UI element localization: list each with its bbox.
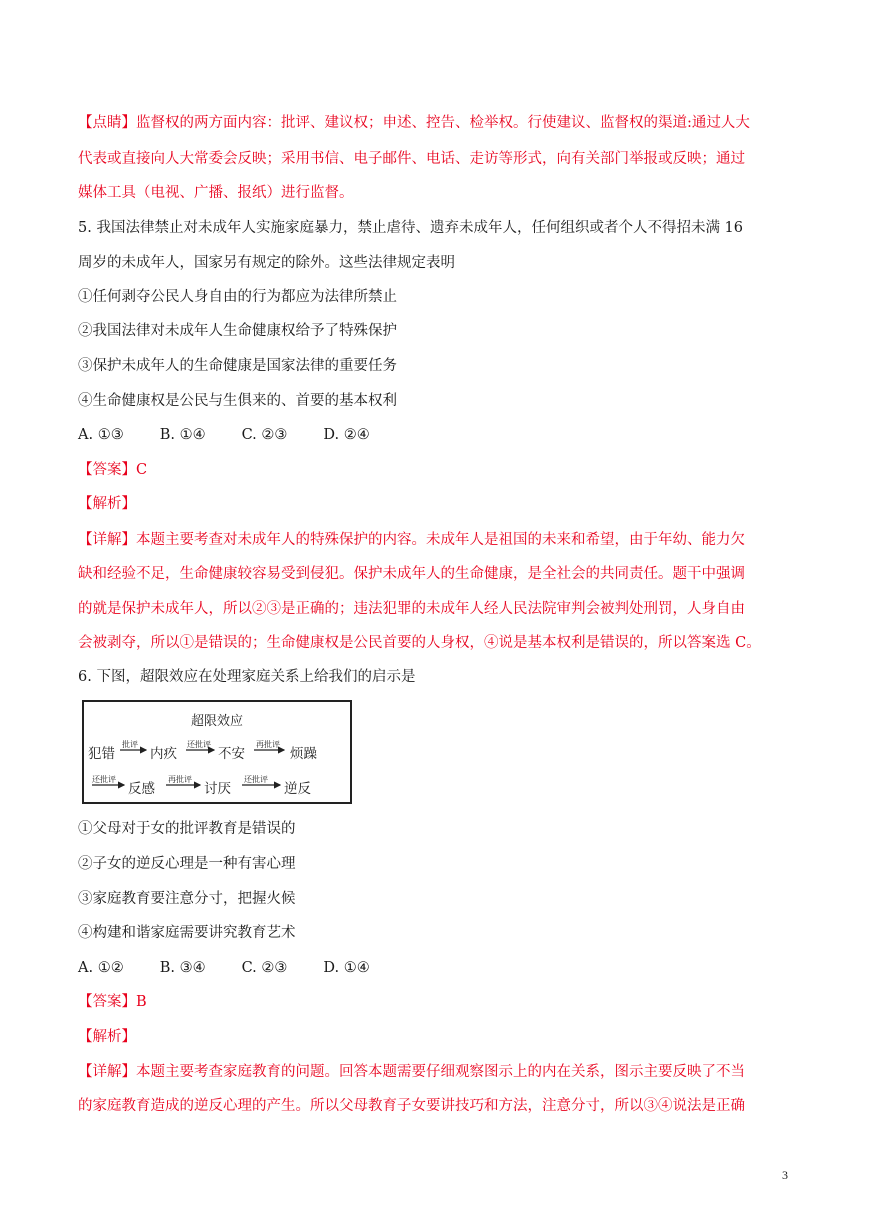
q5-options bbox=[78, 425, 406, 445]
q6-analysis-label: 【解析】 bbox=[78, 1029, 136, 1045]
diagram-node: 烦躁 bbox=[290, 746, 317, 762]
q5-statement-1: ①任何剥夺公民人身自由的行为都应为法律所禁止 bbox=[78, 289, 397, 305]
overload-effect-diagram bbox=[82, 700, 352, 804]
q6-answer-label: 【答案】 bbox=[78, 994, 136, 1010]
q5-detail-line-3: 的就是保护未成年人，所以②③是正确的；违法犯罪的未成年人经人民法院审判会被判处刑罚，人身自由 bbox=[78, 601, 745, 617]
q5-option-c: C. ②③ bbox=[241, 427, 288, 443]
diagram-arrow-label: 批评 bbox=[122, 740, 138, 749]
diagram-title: 超限效应 bbox=[190, 714, 243, 729]
diagram-arrow-label: 再批评 bbox=[168, 775, 192, 784]
q5-answer-value: C bbox=[136, 462, 148, 478]
diagram-arrow-label: 再批评 bbox=[256, 740, 280, 749]
q6-stem: 6. 下图，超限效应在处理家庭关系上给我们的启示是 bbox=[78, 669, 416, 685]
q6-answer-value: B bbox=[136, 994, 147, 1010]
diagram-node: 犯错 bbox=[88, 746, 115, 762]
diagram-node: 不安 bbox=[218, 746, 245, 762]
q5-stem-line-2: 周岁的未成年人，国家另有规定的除外。这些法律规定表明 bbox=[78, 255, 455, 271]
q6-detail-line-1: 【详解】本题主要考查家庭教育的问题。回答本题需要仔细观察图示上的内在关系，图示主要反映了不当 bbox=[78, 1064, 745, 1080]
q6-option-b: B. ③④ bbox=[159, 960, 206, 976]
tip-line-1: 【点睛】监督权的两方面内容：批评、建议权；申述、控告、检举权。行使建议、监督权的渠道:通过人大 bbox=[78, 115, 750, 131]
q5-statement-2: ②我国法律对未成年人生命健康权给予了特殊保护 bbox=[78, 323, 397, 339]
q5-stem-line-1: 5. 我国法律禁止对未成年人实施家庭暴力，禁止虐待、遗弃未成年人，任何组织或者个人不得招未满 16 bbox=[78, 220, 743, 236]
q5-statement-4: ④生命健康权是公民与生俱来的、首要的基本权利 bbox=[78, 393, 397, 409]
q6-option-c: C. ②③ bbox=[241, 960, 288, 976]
tip-line-2: 代表或直接向人大常委会反映；采用书信、电子邮件、电话、走访等形式，向有关部门举报或反映；通过 bbox=[78, 151, 745, 167]
q5-detail-line-2: 缺和经验不足，生命健康较容易受到侵犯。保护未成年人的生命健康，是全社会的共同责任。题干中强调 bbox=[78, 566, 745, 582]
diagram-node: 内疚 bbox=[150, 746, 177, 762]
diagram-arrow-label: 还批评 bbox=[187, 740, 211, 749]
q5-detail-line-4: 会被剥夺，所以①是错误的；生命健康权是公民首要的人身权，④说是基本权利是错误的，所以答案选 C。 bbox=[78, 635, 761, 651]
q5-detail-line-1: 【详解】本题主要考查对未成年人的特殊保护的内容。未成年人是祖国的未来和希望，由于年幼、能力欠 bbox=[78, 532, 745, 548]
q5-option-b: B. ①④ bbox=[159, 427, 206, 443]
q5-option-d: D. ②④ bbox=[323, 427, 370, 443]
q5-statement-3: ③保护未成年人的生命健康是国家法律的重要任务 bbox=[78, 358, 397, 374]
tip-line-3: 媒体工具（电视、广播、报纸）进行监督。 bbox=[78, 185, 354, 201]
q6-statement-4: ④构建和谐家庭需要讲究教育艺术 bbox=[78, 925, 296, 941]
page-number: 3 bbox=[782, 1168, 788, 1182]
q5-option-a: A. ①③ bbox=[78, 427, 124, 443]
q6-options bbox=[78, 958, 406, 978]
q6-statement-2: ②子女的逆反心理是一种有害心理 bbox=[78, 856, 296, 872]
diagram-arrow-label: 还批评 bbox=[244, 775, 268, 784]
q6-option-d: D. ①④ bbox=[323, 960, 370, 976]
diagram-node: 反感 bbox=[128, 781, 155, 797]
diagram-node: 讨厌 bbox=[204, 781, 231, 797]
q6-option-a: A. ①② bbox=[78, 960, 124, 976]
q6-answer bbox=[78, 992, 147, 1012]
diagram-arrow-label: 还批评 bbox=[92, 775, 116, 784]
q5-answer bbox=[78, 460, 147, 480]
q6-statement-3: ③家庭教育要注意分寸，把握火候 bbox=[78, 891, 296, 907]
q5-analysis-label: 【解析】 bbox=[78, 496, 136, 512]
q5-answer-label: 【答案】 bbox=[78, 462, 136, 478]
diagram-node: 逆反 bbox=[284, 781, 311, 797]
q6-statement-1: ①父母对于女的批评教育是错误的 bbox=[78, 821, 296, 837]
q6-detail-line-2: 的家庭教育造成的逆反心理的产生。所以父母教育子女要讲技巧和方法，注意分寸，所以③④说法是正确 bbox=[78, 1098, 745, 1114]
